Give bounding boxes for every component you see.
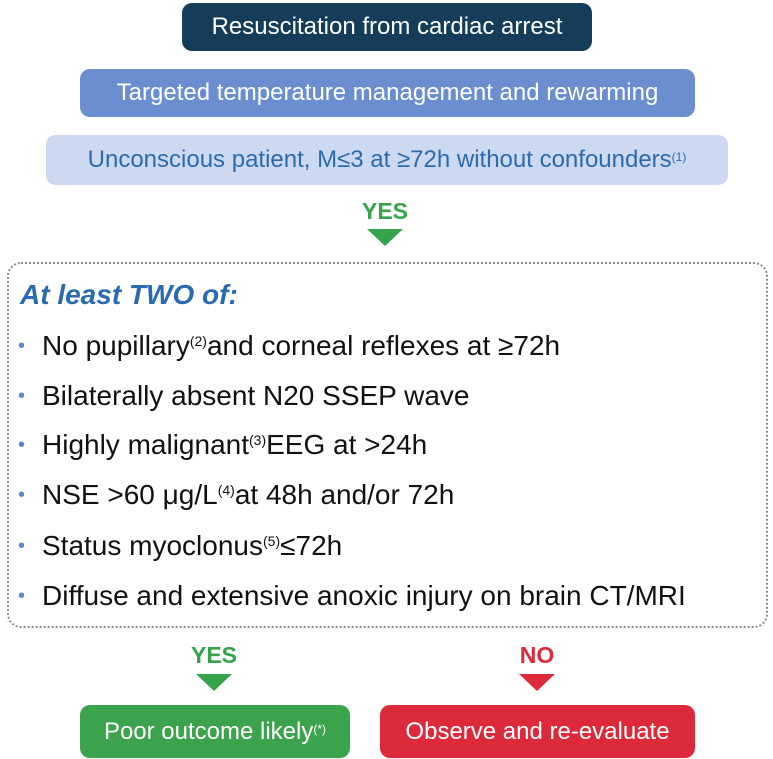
poor-outcome-label: Poor outcome likely — [103, 717, 314, 745]
resuscitation-label: Resuscitation from cardiac arrest — [211, 13, 563, 40]
criteria-heading: At least TWO of: — [20, 279, 238, 310]
no-label: NO — [519, 642, 555, 668]
yes-arrow-bottom — [196, 674, 232, 691]
criteria-item-nse: • NSE >60 μg/L $^{(4)}$ at 48h and/or 72h — [18, 479, 455, 510]
bullet-icon: • — [18, 334, 26, 357]
criteria-item-myoclonus: • Status myoclonus $^{(5)}$ ≤72h — [18, 530, 343, 561]
observe-label: Observe and re-evaluate — [405, 717, 670, 745]
no-arrow — [519, 674, 555, 691]
poor-outcome-box: Poor outcome likely (*) — [80, 705, 350, 758]
bullet-icon: • — [18, 483, 26, 506]
resuscitation-box — [182, 3, 592, 51]
ttm-label: Targeted temperature management and rewarming — [116, 79, 659, 106]
observe-box — [380, 705, 695, 758]
bullet-icon: • — [18, 384, 26, 407]
ttm-box — [80, 69, 695, 117]
yes-label-bottom: YES — [190, 642, 238, 668]
criteria-item-pupillary: • No pupillary $^{(2)}$ and corneal reflexes at ≥72h — [18, 330, 561, 361]
criteria-item-ssep: • Bilaterally absent N20 SSEP wave — [18, 380, 470, 411]
unconscious-label: Unconscious patient, M≤3 at ≥72h without confounders — [87, 146, 672, 173]
yes-label-top: YES — [361, 198, 409, 224]
criteria-item-imaging: • Diffuse and extensive anoxic injury on brain CT/MRI — [18, 580, 686, 611]
yes-arrow-top — [367, 229, 403, 246]
bullet-icon: • — [18, 433, 26, 456]
bullet-icon: • — [18, 534, 26, 557]
bullet-icon: • — [18, 584, 26, 607]
criteria-item-eeg: • Highly malignant $^{(3)}$ EEG at >24h — [18, 429, 428, 460]
unconscious-patient-box: Unconscious patient, M≤3 at ≥72h without confounders $^{(1)}$ — [46, 135, 728, 185]
